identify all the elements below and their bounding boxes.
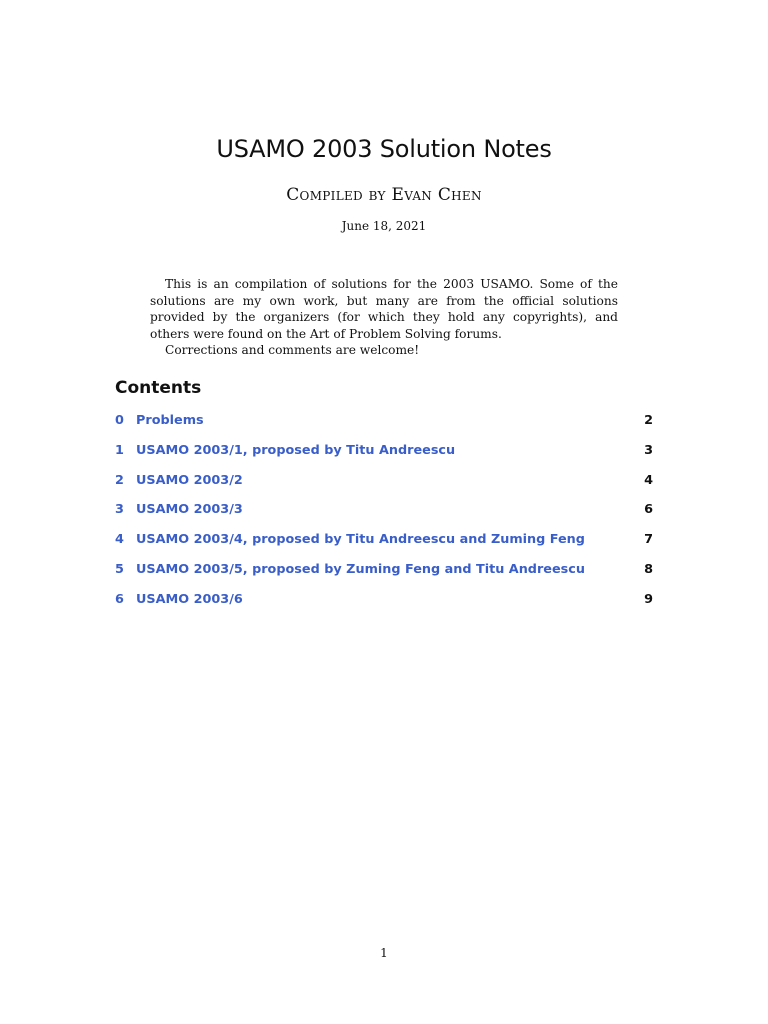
toc-entry-page: 7: [644, 532, 653, 548]
toc-entry-link[interactable]: USAMO 2003/2: [136, 472, 243, 488]
toc-entry-page: 9: [644, 591, 653, 607]
toc-entry-link[interactable]: USAMO 2003/1, proposed by Titu Andreescu: [136, 442, 456, 458]
toc-entry-number: 0: [115, 413, 124, 428]
abstract-paragraph: Corrections and comments are welcome!: [165, 343, 420, 357]
toc-entry-link[interactable]: USAMO 2003/4, proposed by Titu Andreescu and Zuming Feng: [136, 532, 585, 548]
toc-entry-link[interactable]: USAMO 2003/3: [136, 502, 243, 518]
toc-entry: [115, 470, 653, 500]
toc-entry: [115, 529, 653, 559]
toc-entry-link[interactable]: Problems: [136, 413, 204, 428]
toc-entry-page: 2: [644, 413, 653, 428]
document-author: Compiled by Evan Chen: [286, 185, 482, 205]
page-number: 1: [380, 946, 388, 960]
toc-entry: [115, 440, 653, 470]
toc-entry-number: 1: [115, 442, 124, 458]
toc-entry-page: 6: [644, 502, 653, 518]
toc-entry: [115, 499, 653, 529]
toc-entry: [115, 410, 653, 440]
toc-entry-number: 3: [115, 502, 124, 518]
toc-entry-page: 8: [644, 561, 653, 577]
table-of-contents: [115, 410, 653, 619]
toc-entry-link[interactable]: USAMO 2003/6: [136, 591, 243, 607]
toc-entry-page: 3: [644, 442, 653, 458]
toc-entry-page: 4: [644, 472, 653, 488]
document-title: USAMO 2003 Solution Notes: [216, 135, 552, 163]
toc-entry-number: 4: [115, 532, 124, 548]
abstract-paragraph: This is an compilation of solutions for the 2003 USAMO. Some of the solutions are my own work, but many are from the official solutions provided by the organizers (for which they hold any copyrights), and others were found on the Art of Problem Solving forums.: [150, 277, 618, 341]
toc-entry-number: 5: [115, 561, 124, 577]
abstract: [150, 276, 618, 359]
toc-entry-number: 2: [115, 472, 124, 488]
document-date: June 18, 2021: [341, 219, 427, 233]
toc-entry: [115, 589, 653, 619]
contents-heading: Contents: [115, 378, 202, 398]
toc-entry-number: 6: [115, 591, 124, 607]
toc-entry-link[interactable]: USAMO 2003/5, proposed by Zuming Feng and Titu Andreescu: [136, 561, 585, 577]
toc-entry: [115, 559, 653, 589]
